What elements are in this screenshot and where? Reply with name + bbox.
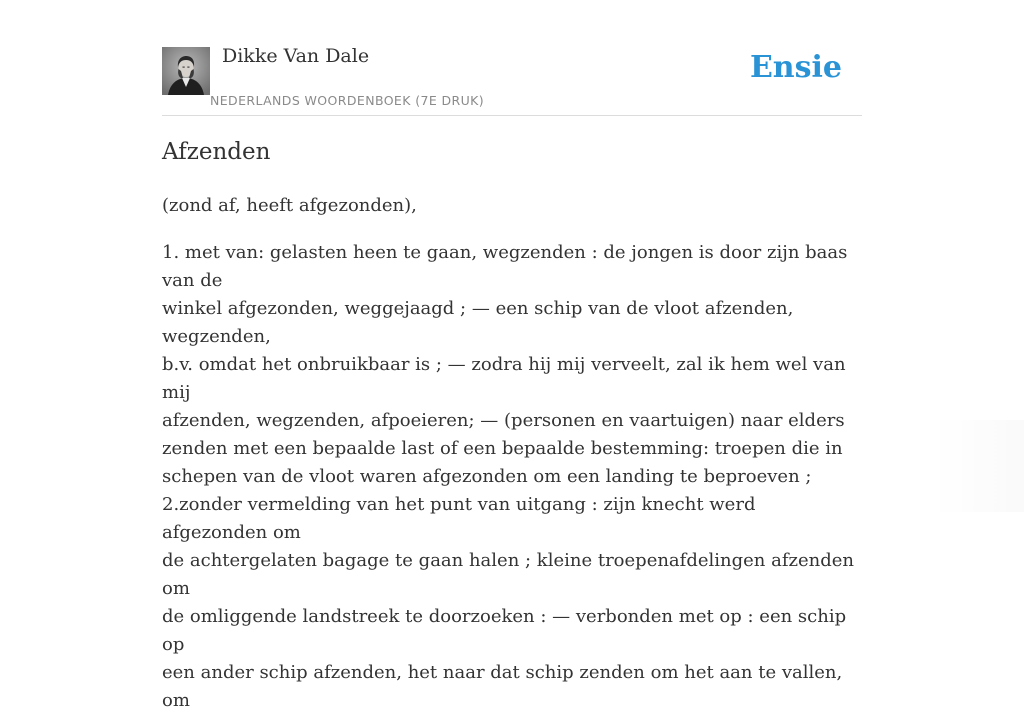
entry-grammar: (zond af, heeft afgezonden), [162,195,417,216]
definition-line: zenden met een bepaalde last of een bepaalde bestemming: troepen die in [162,438,843,459]
definition-line: 2.zonder vermelding van het punt van uitgang : zijn knecht werd afgezonden om [162,494,756,543]
content-container [162,0,862,711]
edge-shade [934,420,1024,512]
definition-line: schepen van de vloot waren afgezonden om een landing te beproeven ; [162,466,812,487]
ensie-logo-link[interactable]: Ensie [749,50,842,85]
entry-title: Afzenden [162,139,271,165]
definition-line: winkel afgezonden, weggejaagd ; — een schip van de vloot afzenden, wegzenden, [162,298,794,347]
definition-line: de omliggende landstreek te doorzoeken : — verbonden met op : een schip op [162,606,847,655]
source-name[interactable]: NEDERLANDS WOORDENBOEK (7E DRUK) [210,93,485,108]
definition-line: afzenden, wegzenden, afpoeieren; — (personen en vaartuigen) naar elders [162,410,845,431]
definition-line: 1. met van: gelasten heen te gaan, wegzenden : de jongen is door zijn baas van de [162,242,848,291]
definition-line: b.v. omdat het onbruikbaar is ; — zodra hij mij verveelt, zal ik hem wel van mij [162,354,846,403]
definition-line: de achtergelaten bagage te gaan halen ; kleine troepenafdelingen afzenden om [162,550,854,599]
entry-header [162,0,862,116]
author-name[interactable]: Dikke Van Dale [222,45,370,67]
definition-line: een ander schip afzenden, het naar dat schip zenden om het aan te vallen, om [162,662,843,711]
author-avatar[interactable] [162,47,210,95]
portrait-photo-icon [162,47,210,95]
entry-definition [162,192,862,715]
